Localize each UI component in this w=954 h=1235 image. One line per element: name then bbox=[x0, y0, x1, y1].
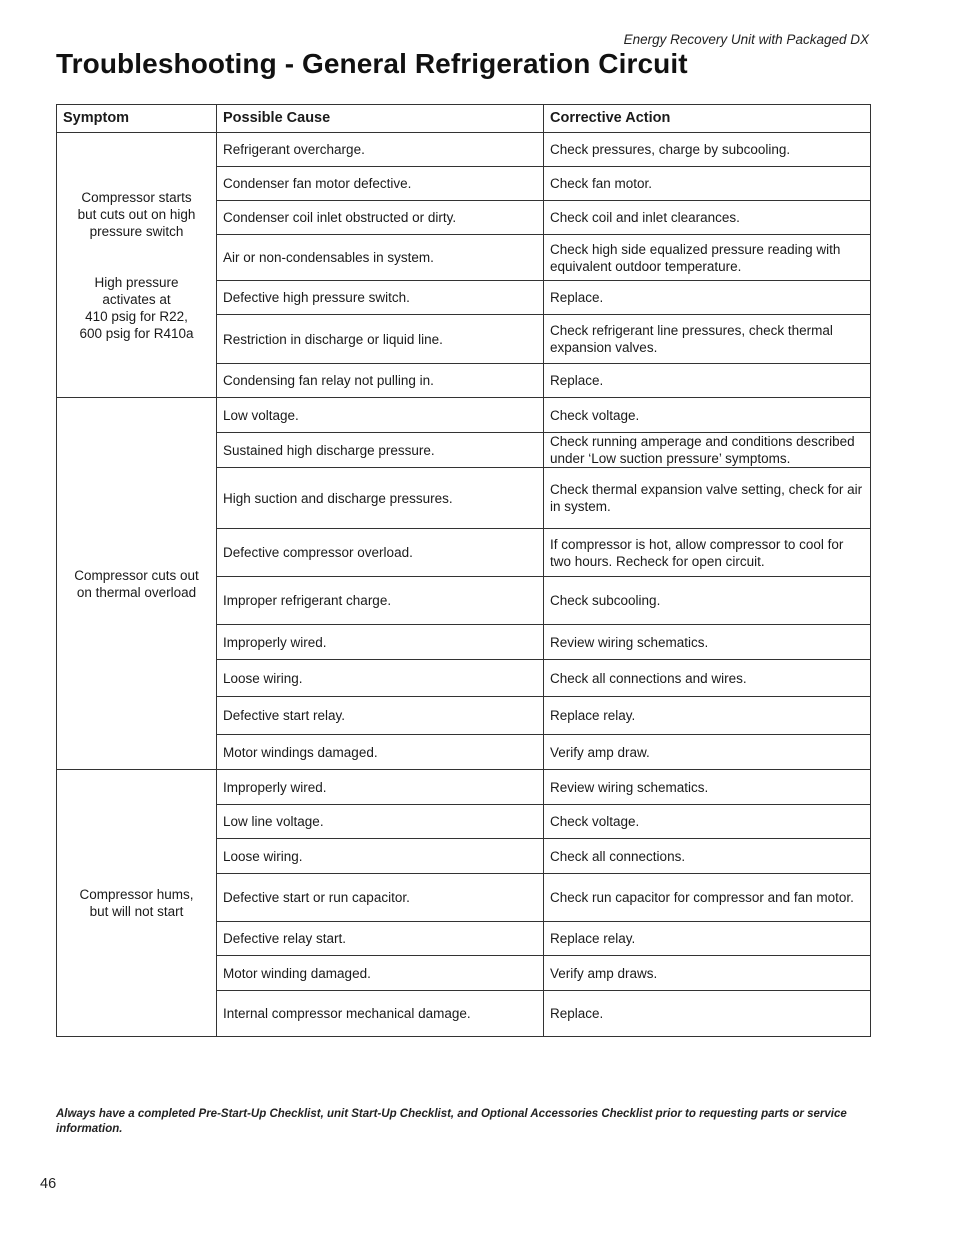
symptom-text: but will not start bbox=[89, 904, 184, 919]
action-cell: Replace. bbox=[544, 364, 871, 398]
action-cell: Replace. bbox=[544, 991, 871, 1037]
symptom-spacer bbox=[63, 240, 210, 274]
cause-cell: Refrigerant overcharge. bbox=[217, 133, 544, 167]
symptom-text: but cuts out on high bbox=[77, 206, 196, 222]
action-cell: Replace. bbox=[544, 281, 871, 315]
footnote: Always have a completed Pre-Start-Up Checklist, unit Start-Up Checklist, and Optional Accessories Checklist prior to requesting parts or service information. bbox=[56, 1108, 847, 1135]
cause-cell: Defective start or run capacitor. bbox=[217, 874, 544, 922]
symptom-text: Compressor cuts out bbox=[74, 567, 199, 583]
page-title: Troubleshooting - General Refrigeration Circuit bbox=[56, 48, 688, 79]
symptom-text: 600 psig for R410a bbox=[79, 325, 194, 341]
symptom-text: 410 psig for R22, bbox=[85, 308, 188, 324]
cause-cell: Air or non-condensables in system. bbox=[217, 235, 544, 281]
action-cell: Check thermal expansion valve setting, check for air in system. bbox=[544, 468, 871, 529]
action-cell: Check pressures, charge by subcooling. bbox=[544, 133, 871, 167]
action-cell: Check subcooling. bbox=[544, 577, 871, 625]
document-header: Energy Recovery Unit with Packaged DX bbox=[623, 32, 869, 47]
cause-cell: Condenser fan motor defective. bbox=[217, 167, 544, 201]
cause-cell: Motor winding damaged. bbox=[217, 956, 544, 991]
action-cell: Check coil and inlet clearances. bbox=[544, 201, 871, 235]
cause-cell: Improperly wired. bbox=[217, 625, 544, 660]
action-cell: Replace relay. bbox=[544, 922, 871, 956]
table-row bbox=[57, 770, 871, 805]
action-cell: Check all connections and wires. bbox=[544, 660, 871, 697]
cause-cell: Condenser coil inlet obstructed or dirty. bbox=[217, 201, 544, 235]
action-cell: Replace relay. bbox=[544, 697, 871, 735]
cause-cell: Internal compressor mechanical damage. bbox=[217, 991, 544, 1037]
column-header-symptom: Symptom bbox=[57, 105, 217, 133]
symptom-cell bbox=[57, 770, 217, 1037]
table-row bbox=[57, 133, 871, 167]
action-cell: Review wiring schematics. bbox=[544, 770, 871, 805]
symptom-text: activates at bbox=[102, 291, 171, 307]
action-cell: Check run capacitor for compressor and fan motor. bbox=[544, 874, 871, 922]
action-cell: Check high side equalized pressure reading with equivalent outdoor temperature. bbox=[544, 235, 871, 281]
column-header-possible-cause: Possible Cause bbox=[217, 105, 544, 133]
symptom-text: Compressor hums, bbox=[79, 887, 194, 902]
column-header-corrective-action: Corrective Action bbox=[544, 105, 871, 133]
symptom-text: on thermal overload bbox=[76, 584, 197, 600]
action-cell: Review wiring schematics. bbox=[544, 625, 871, 660]
cause-cell: Motor windings damaged. bbox=[217, 735, 544, 770]
symptom-text: High pressure bbox=[94, 274, 179, 290]
action-cell: Verify amp draws. bbox=[544, 956, 871, 991]
symptom-cell bbox=[57, 398, 217, 770]
action-cell: Check voltage. bbox=[544, 398, 871, 433]
cause-cell: Defective high pressure switch. bbox=[217, 281, 544, 315]
cause-cell: Loose wiring. bbox=[217, 839, 544, 874]
cause-cell: Sustained high discharge pressure. bbox=[217, 433, 544, 468]
cause-cell: High suction and discharge pressures. bbox=[217, 468, 544, 529]
action-cell: Check running amperage and conditions described under ‘Low suction pressure’ symptoms. bbox=[544, 433, 871, 468]
cause-cell: Condensing fan relay not pulling in. bbox=[217, 364, 544, 398]
cause-cell: Loose wiring. bbox=[217, 660, 544, 697]
troubleshooting-table bbox=[56, 104, 871, 1037]
table-row bbox=[57, 398, 871, 433]
symptom-text: Compressor starts bbox=[81, 189, 192, 205]
cause-cell: Restriction in discharge or liquid line. bbox=[217, 315, 544, 364]
cause-cell: Defective relay start. bbox=[217, 922, 544, 956]
action-cell: Check refrigerant line pressures, check thermal expansion valves. bbox=[544, 315, 871, 364]
action-cell: Check voltage. bbox=[544, 805, 871, 839]
table-header-row bbox=[57, 105, 871, 133]
cause-cell: Low line voltage. bbox=[217, 805, 544, 839]
cause-cell: Low voltage. bbox=[217, 398, 544, 433]
action-cell: Verify amp draw. bbox=[544, 735, 871, 770]
page-number: 46 bbox=[40, 1176, 57, 1192]
cause-cell: Defective compressor overload. bbox=[217, 529, 544, 577]
cause-cell: Improperly wired. bbox=[217, 770, 544, 805]
action-cell: Check fan motor. bbox=[544, 167, 871, 201]
action-cell: If compressor is hot, allow compressor to cool for two hours. Recheck for open circuit. bbox=[544, 529, 871, 577]
action-cell: Check all connections. bbox=[544, 839, 871, 874]
cause-cell: Improper refrigerant charge. bbox=[217, 577, 544, 625]
cause-cell: Defective start relay. bbox=[217, 697, 544, 735]
symptom-cell bbox=[57, 133, 217, 398]
symptom-text: pressure switch bbox=[89, 223, 184, 239]
